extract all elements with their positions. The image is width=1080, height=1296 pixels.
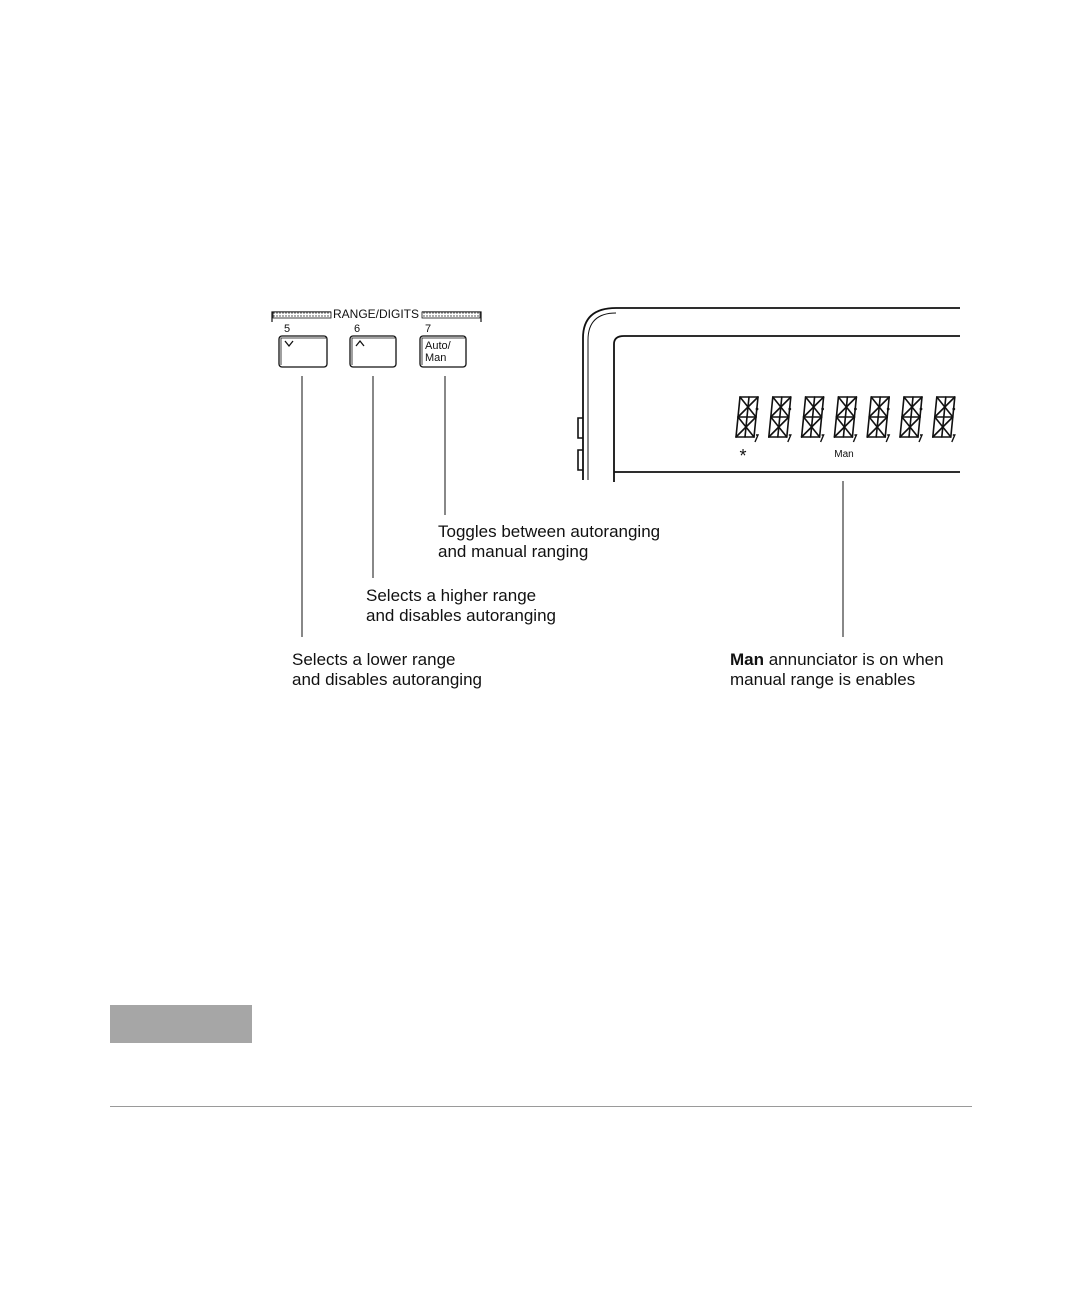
auto-man-key-line2: Man: [425, 352, 447, 364]
callout-man-line1-rest: annunciator is on when: [764, 650, 944, 669]
callout-auto-man-line1: Toggles between autoranging: [438, 522, 661, 541]
callout-man-annunciator: [730, 650, 944, 690]
display-digit-cell: [802, 397, 824, 442]
up-range-key[interactable]: [350, 336, 396, 367]
key-7-number: 7: [425, 323, 432, 335]
down-range-key[interactable]: [279, 336, 327, 367]
callout-auto-man-line2: and manual ranging: [438, 542, 589, 561]
footer-rule: [110, 1106, 972, 1107]
display-bezel: [578, 308, 960, 482]
callout-auto-man: [438, 522, 660, 562]
display-digit-cell: [736, 397, 758, 442]
callout-man-line2: manual range is enables: [730, 670, 916, 689]
display-digit-cell: [900, 397, 922, 442]
display-digit-cell: [769, 397, 791, 442]
key-5-number: 5: [284, 323, 291, 335]
display-digit-cell: [867, 397, 889, 442]
key-6-number: 6: [354, 323, 361, 335]
display-digits: [736, 397, 955, 442]
note-tab: [110, 1005, 252, 1043]
auto-man-key-line1: Auto/: [425, 340, 451, 352]
callout-up-range: [366, 586, 556, 626]
callout-down-line1: Selects a lower range: [292, 650, 456, 669]
display-digit-cell: [933, 397, 955, 442]
man-annunciator: Man: [834, 449, 854, 460]
callout-up-line1: Selects a higher range: [366, 586, 537, 605]
display-digit-cell: [834, 397, 856, 442]
callout-man-bold: Man: [730, 650, 764, 669]
star-annunciator: *: [739, 446, 747, 466]
callout-down-range: [292, 650, 482, 690]
callout-up-line2: and disables autoranging: [366, 606, 556, 625]
callout-down-line2: and disables autoranging: [292, 670, 482, 689]
callout-man-line1: [730, 650, 944, 670]
range-digits-label: RANGE/DIGITS: [332, 307, 420, 321]
